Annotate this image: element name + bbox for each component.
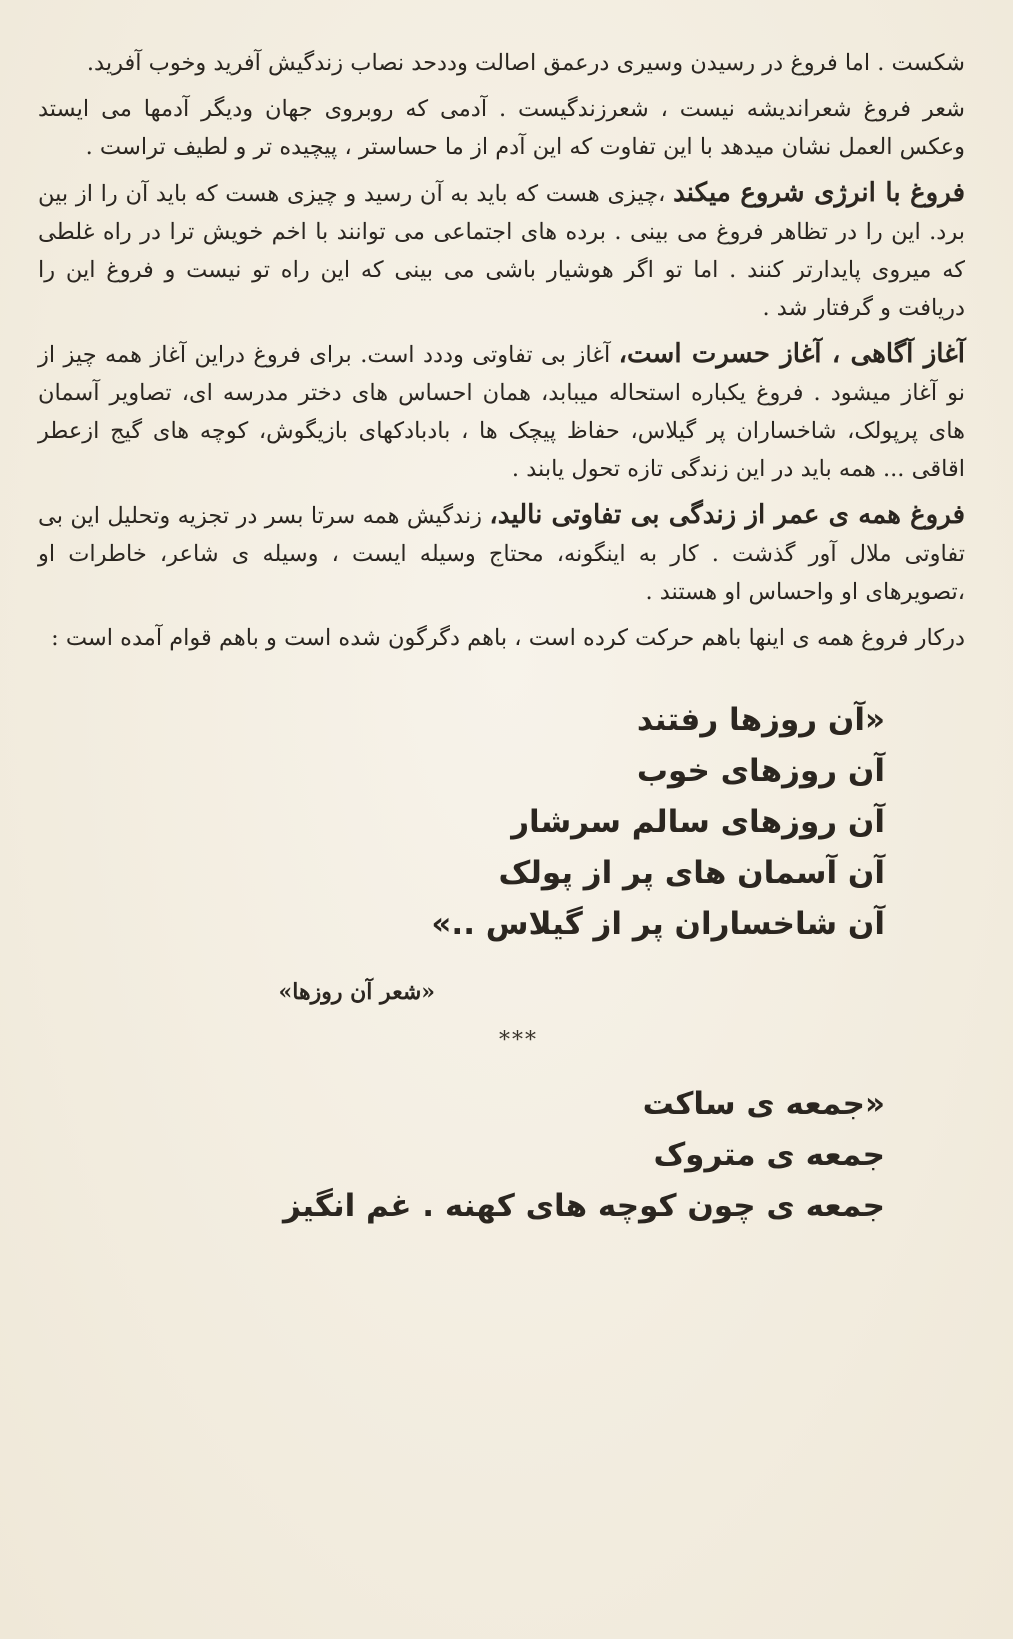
poem-1 (38, 695, 965, 950)
paragraph-2-text: شعر فروغ شعراندیشه نیست ، شعرزندگیست . آدمی که روبروی جهان ودیگر آدمها می ایستد وعکس العمل نشان میدهد با این تفاوت که این آدم از ما حساستر ، پیچیده تر و لطیف تراست . (38, 96, 965, 160)
paragraph-6 (38, 619, 965, 657)
paragraph-2 (38, 90, 965, 166)
paragraph-5-emphasis: فروغ همه ی عمر از زندگی بی تفاوتی نالید، (489, 500, 966, 530)
paragraph-6-text: درکار فروغ همه ی اینها باهم حرکت کرده است ، باهم دگرگون شده است و باهم قوام آمده است : (51, 625, 965, 651)
section-separator: *** (499, 1028, 538, 1053)
paragraph-5-text: زندگیش همه سرتا بسر در تجزیه وتحلیل این بی تفاوتی ملال آور گذشت . کار به اینگونه، محتاج وسیله ایست ، وسیله ی شاعر، خاطرات او ،تصویرهای او واحساس او هستند . (38, 503, 965, 605)
poem-1-line: آن روزهای خوب (636, 753, 885, 789)
poem-1-line: «آن روزها رفتند (636, 702, 885, 738)
paragraph-4 (38, 335, 965, 488)
paragraph-5 (38, 496, 965, 611)
paragraph-4-text: آغاز بی تفاوتی وددد است. برای فروغ دراین آغاز همه چیز از نو آغاز میشود . فروغ یکباره استحاله میبابد، همان احساس های دختر مدرسه ای، تصاویر آسمان های پرپولک، شاخساران پر گیلاس، حفاظ پیچک ها ، بادبادکهای بازیگوش، کوچه های گیج ازعطر اقاقی ... همه باید در این زندگی تازه تحول یابند . (38, 342, 965, 482)
poem-2-line: جمعه ی چون کوچه های کهنه . غم انگیز (282, 1188, 885, 1224)
paragraph-4-emphasis: آغاز آگاهی ، آغاز حسرت است، (618, 339, 966, 369)
poem-2-line: جمعه ی متروک (653, 1137, 885, 1173)
poem-1-line: آن روزهای سالم سرشار (511, 804, 885, 840)
paragraph-3-text: ،چیزی هست که باید به آن رسید و چیزی هست که باید آن را از بین برد. این را در تظاهر فروغ می بینی . برده های اجتماعی می توانند با اخم خویش ترا در راه غلطی که میروی پایدارتر کنند . اما تو اگر هوشیار باشی می بینی که این راه تو نیست و فروغ این را دریافت و گرفتار شد . (38, 181, 965, 321)
poem-1-caption: «شعر آن روزها» (278, 979, 435, 1005)
poem-2-line: «جمعه ی ساکت (642, 1086, 885, 1122)
paragraph-3-emphasis: فروغ با انرژی شروع میکند (673, 178, 965, 208)
poem-2 (38, 1079, 965, 1232)
poem-1-line: آن آسمان های پر از پولک (498, 855, 885, 891)
paragraph-1 (38, 44, 965, 82)
paragraph-3 (38, 174, 965, 327)
paragraph-1-text: شکست . اما فروغ در رسیدن وسیری درعمق اصالت وددحد نصاب زندگیش آفرید وخوب آفرید. (86, 50, 965, 76)
poem-1-line: آن شاخساران پر از گیلاس ..» (431, 906, 885, 942)
